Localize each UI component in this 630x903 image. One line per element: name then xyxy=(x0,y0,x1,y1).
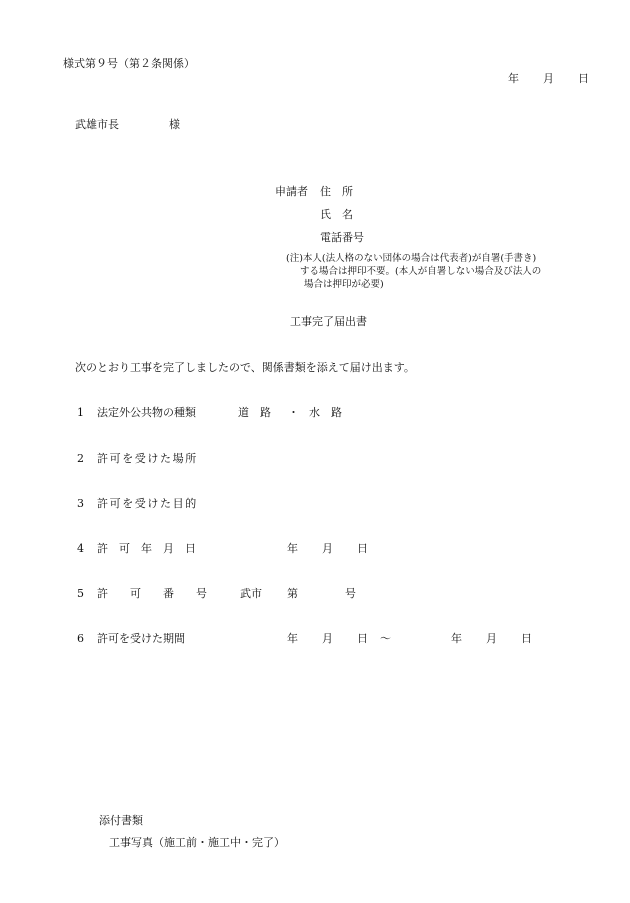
item2-label: 許可を受けた場所 xyxy=(97,452,198,465)
item4-number: 4 xyxy=(77,542,84,555)
item5-city-prefix: 武市 xyxy=(240,587,262,600)
phone-label: 電話番号 xyxy=(320,231,364,244)
item5-go: 号 xyxy=(345,587,356,600)
form-number: 様式第９号（第２条関係） xyxy=(63,57,195,70)
addressee-honorific: 様 xyxy=(169,118,180,131)
item1-label: 法定外公共物の種類 xyxy=(97,406,196,419)
item4-year: 年 xyxy=(287,542,298,555)
item3-label: 許可を受けた目的 xyxy=(97,497,198,510)
item5-number: 5 xyxy=(77,587,84,600)
item6-start-day: 日 xyxy=(357,632,368,645)
item6-end-year: 年 xyxy=(451,632,462,645)
name-label: 氏 名 xyxy=(320,208,353,221)
item4-day: 日 xyxy=(357,542,368,555)
document-title: 工事完了届出書 xyxy=(290,315,367,328)
item2-number: 2 xyxy=(77,452,84,465)
item6-number: 6 xyxy=(77,632,84,645)
intro-text: 次のとおり工事を完了しましたので、関係書類を添えて届け出ます。 xyxy=(75,361,415,374)
date-day: 日 xyxy=(578,72,589,85)
item1-number: 1 xyxy=(77,406,84,419)
seal-note-line1: (注)本人(法人格のない団体の場合は代表者)が自署(手書き) xyxy=(286,253,537,264)
seal-note-line2: する場合は押印不要。(本人が自署しない場合及び法人の xyxy=(300,266,542,277)
item6-label: 許可を受けた期間 xyxy=(97,632,185,645)
address-label: 住 所 xyxy=(320,185,353,198)
item6-end-month: 月 xyxy=(486,632,497,645)
item6-end-day: 日 xyxy=(521,632,532,645)
item1-separator: ・ xyxy=(288,406,299,419)
item5-label: 許 可 番 号 xyxy=(97,587,207,600)
item6-range-tilde: ～ xyxy=(380,632,391,645)
item4-month: 月 xyxy=(322,542,333,555)
item6-start-month: 月 xyxy=(322,632,333,645)
attachments-label: 添付書類 xyxy=(99,814,143,827)
item3-number: 3 xyxy=(77,497,84,510)
item5-dai: 第 xyxy=(287,587,298,600)
item1-road: 道 路 xyxy=(238,406,271,419)
item6-start-year: 年 xyxy=(287,632,298,645)
item1-waterway: 水 路 xyxy=(309,406,342,419)
seal-note-line3: 場合は押印が必要) xyxy=(304,279,384,290)
item4-label: 許 可 年 月 日 xyxy=(97,542,196,555)
date-year: 年 xyxy=(508,72,519,85)
date-month: 月 xyxy=(543,72,554,85)
applicant-label: 申請者 xyxy=(275,185,308,198)
attachments-item: 工事写真（施工前・施工中・完了） xyxy=(109,836,285,849)
addressee-title: 武雄市長 xyxy=(75,118,119,131)
